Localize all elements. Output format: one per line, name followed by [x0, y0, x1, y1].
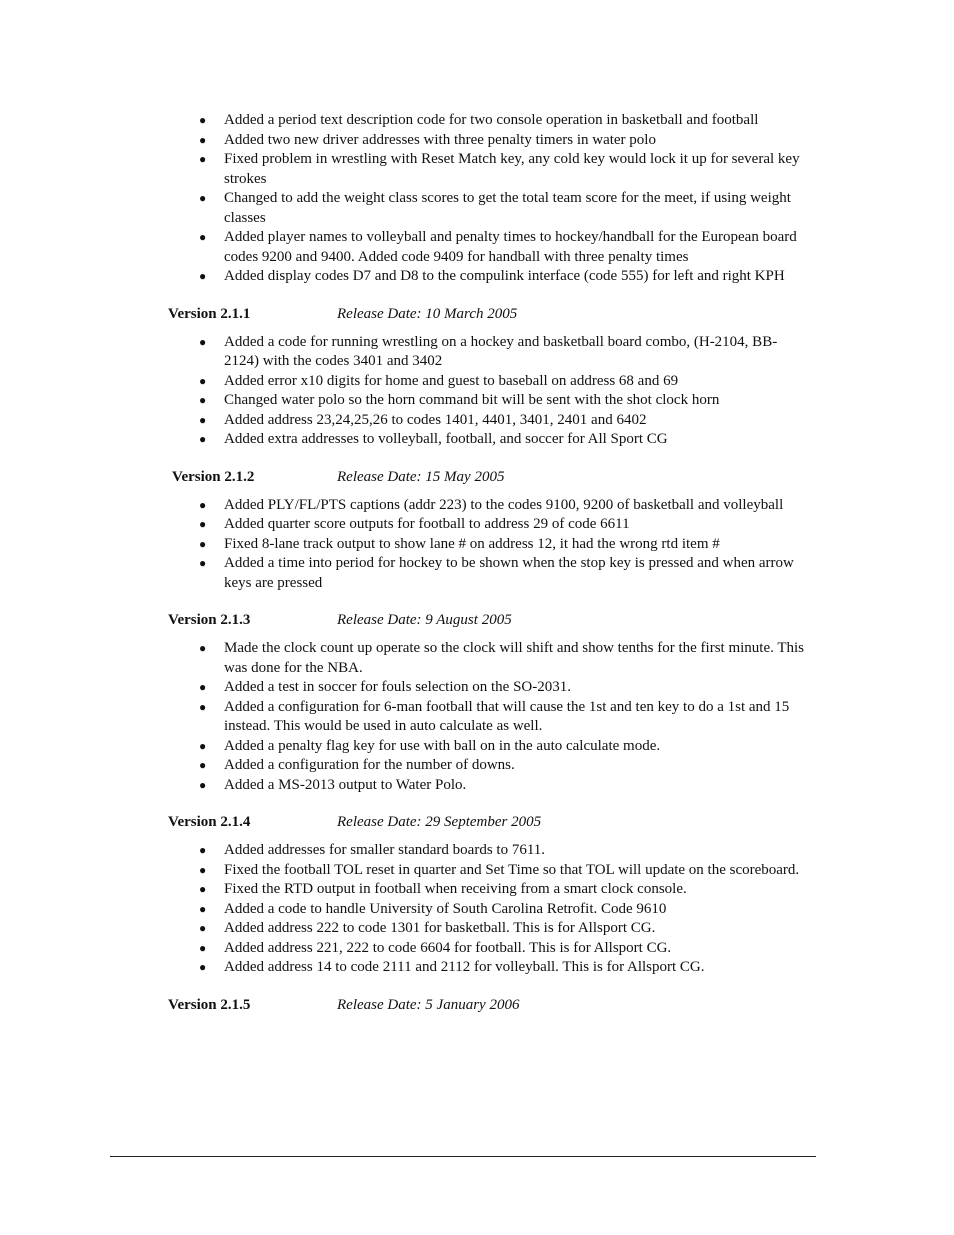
list-item: ● Made the clock count up operate so the clock will shift and show tenths for the first minute. This was done for the NBA. [199, 640, 805, 676]
list-item: ● Added PLY/FL/PTS captions (addr 223) to the codes 9100, 9200 of basketball and volleyball [168, 496, 808, 516]
list-item: ● Added display codes D7 and D8 to the compulink interface (code 555) for left and right KPH [168, 267, 808, 287]
version-heading [168, 812, 808, 832]
bullet-icon: ● [199, 960, 207, 974]
list-item: ● Added a MS-2013 output to Water Polo. [168, 776, 808, 796]
list-item: ● Added error x10 digits for home and guest to baseball on address 68 and 69 [168, 372, 808, 392]
version-list [168, 496, 808, 594]
bullet-icon: ● [199, 152, 207, 166]
bullet-icon: ● [199, 517, 207, 531]
release-date: Release Date: 15 May 2005 [337, 468, 505, 485]
list-item: ● Fixed the RTD output in football when receiving from a smart clock console. [168, 880, 808, 900]
list-item: ● Fixed 8-lane track output to show lane # on address 12, it had the wrong rtd item # [168, 535, 808, 555]
list-item: ● Added address 14 to code 2111 and 2112 for volleyball. This is for Allsport CG. [168, 958, 808, 978]
bullet-icon: ● [199, 230, 207, 244]
bullet-icon: ● [199, 862, 207, 877]
release-date: Release Date: 9 August 2005 [337, 612, 512, 628]
list-item: ● Fixed the football TOL reset in quarter and Set Time so that TOL will update on the scoreboard. [168, 861, 808, 881]
version-heading [168, 610, 808, 630]
list-item: ● Changed to add the weight class scores to get the total team score for the meet, if using weight classes [199, 190, 791, 226]
list-item: ● Added a configuration for 6-man football that will cause the 1st and ten key to do a 1st and 15 instead. This would be used in auto calculate as well. [199, 698, 790, 734]
list-item: ● Added a period text description code for two console operation in basketball and football [168, 111, 808, 131]
bullet-icon: ● [199, 777, 207, 792]
bullet-icon: ● [199, 132, 207, 147]
version-label: Version 2.1.5 [168, 996, 251, 1013]
bullet-icon: ● [199, 536, 207, 551]
bullet-icon: ● [199, 191, 207, 205]
bullet-icon: ● [199, 843, 207, 857]
version-label: Version 2.1.2 [172, 468, 255, 485]
release-notes-body [168, 111, 808, 1024]
version-list [168, 841, 808, 978]
list-item: ● Added addresses for smaller standard boards to 7611. [168, 841, 808, 861]
list-item: ● Added player names to volleyball and penalty times to hockey/handball for the European board codes 9200 and 9400. Added code 9409 for handball with three penalty times [199, 229, 797, 265]
list-item: ● Added address 23,24,25,26 to codes 1401, 4401, 3401, 2401 and 6402 [168, 411, 808, 431]
list-item: ● Added address 221, 222 to code 6604 for football. This is for Allsport CG. [168, 939, 808, 959]
version-heading [168, 304, 808, 324]
bullet-icon: ● [199, 432, 207, 446]
list-item: ● Added a penalty flag key for use with ball on in the auto calculate mode. [168, 737, 808, 757]
bullet-icon: ● [199, 556, 207, 570]
footer-divider [110, 1156, 816, 1157]
bullet-icon: ● [199, 940, 207, 955]
release-date: Release Date: 5 January 2006 [337, 996, 520, 1013]
list-item: ● Added a code for running wrestling on a hockey and basketball board combo, (H-2104, BB-2124) with the codes 3401 and 3402 [199, 333, 778, 369]
bullet-icon: ● [199, 882, 207, 896]
list-item: ● Added address 222 to code 1301 for basketball. This is for Allsport CG. [168, 919, 808, 939]
list-item: ● Added a test in soccer for fouls selection on the SO-2031. [168, 678, 808, 698]
list-item: ● Added two new driver addresses with three penalty timers in water polo [168, 131, 808, 151]
bullet-icon: ● [199, 901, 207, 916]
release-date: Release Date: 10 March 2005 [337, 305, 518, 322]
bullet-icon: ● [199, 680, 207, 694]
list-item: ● Added a code to handle University of South Carolina Retrofit. Code 9610 [168, 900, 808, 920]
bullet-icon: ● [199, 393, 207, 407]
version-heading [168, 467, 808, 487]
bullet-icon: ● [199, 497, 207, 512]
version-heading [168, 995, 808, 1015]
bullet-icon: ● [199, 373, 207, 388]
list-item: ● Changed water polo so the horn command bit will be sent with the shot clock horn [168, 391, 808, 411]
version-label: Version 2.1.3 [168, 612, 251, 628]
bullet-icon: ● [199, 113, 207, 127]
bullet-icon: ● [199, 758, 207, 772]
list-item: ● Added a time into period for hockey to be shown when the stop key is pressed and when arrow keys are pressed [199, 555, 794, 591]
list-item: ● Added a configuration for the number of downs. [168, 756, 808, 776]
release-date: Release Date: 29 September 2005 [337, 814, 542, 830]
list-item: ● Added extra addresses to volleyball, football, and soccer for All Sport CG [168, 430, 808, 450]
bullet-icon: ● [199, 334, 207, 349]
version-label: Version 2.1.1 [168, 305, 251, 322]
bullet-icon: ● [199, 269, 207, 283]
list-item: ● Added quarter score outputs for football to address 29 of code 6611 [168, 515, 808, 535]
list-item: ● Fixed problem in wrestling with Reset Match key, any cold key would lock it up for several key strokes [199, 151, 800, 187]
version-list [168, 333, 808, 450]
version-label: Version 2.1.4 [168, 814, 251, 830]
bullet-icon: ● [199, 699, 207, 714]
bullet-icon: ● [199, 412, 207, 427]
version-list [168, 639, 808, 795]
bullet-icon: ● [199, 921, 207, 935]
bullet-icon: ● [199, 641, 207, 655]
intro-list [168, 111, 808, 287]
bullet-icon: ● [199, 738, 207, 753]
